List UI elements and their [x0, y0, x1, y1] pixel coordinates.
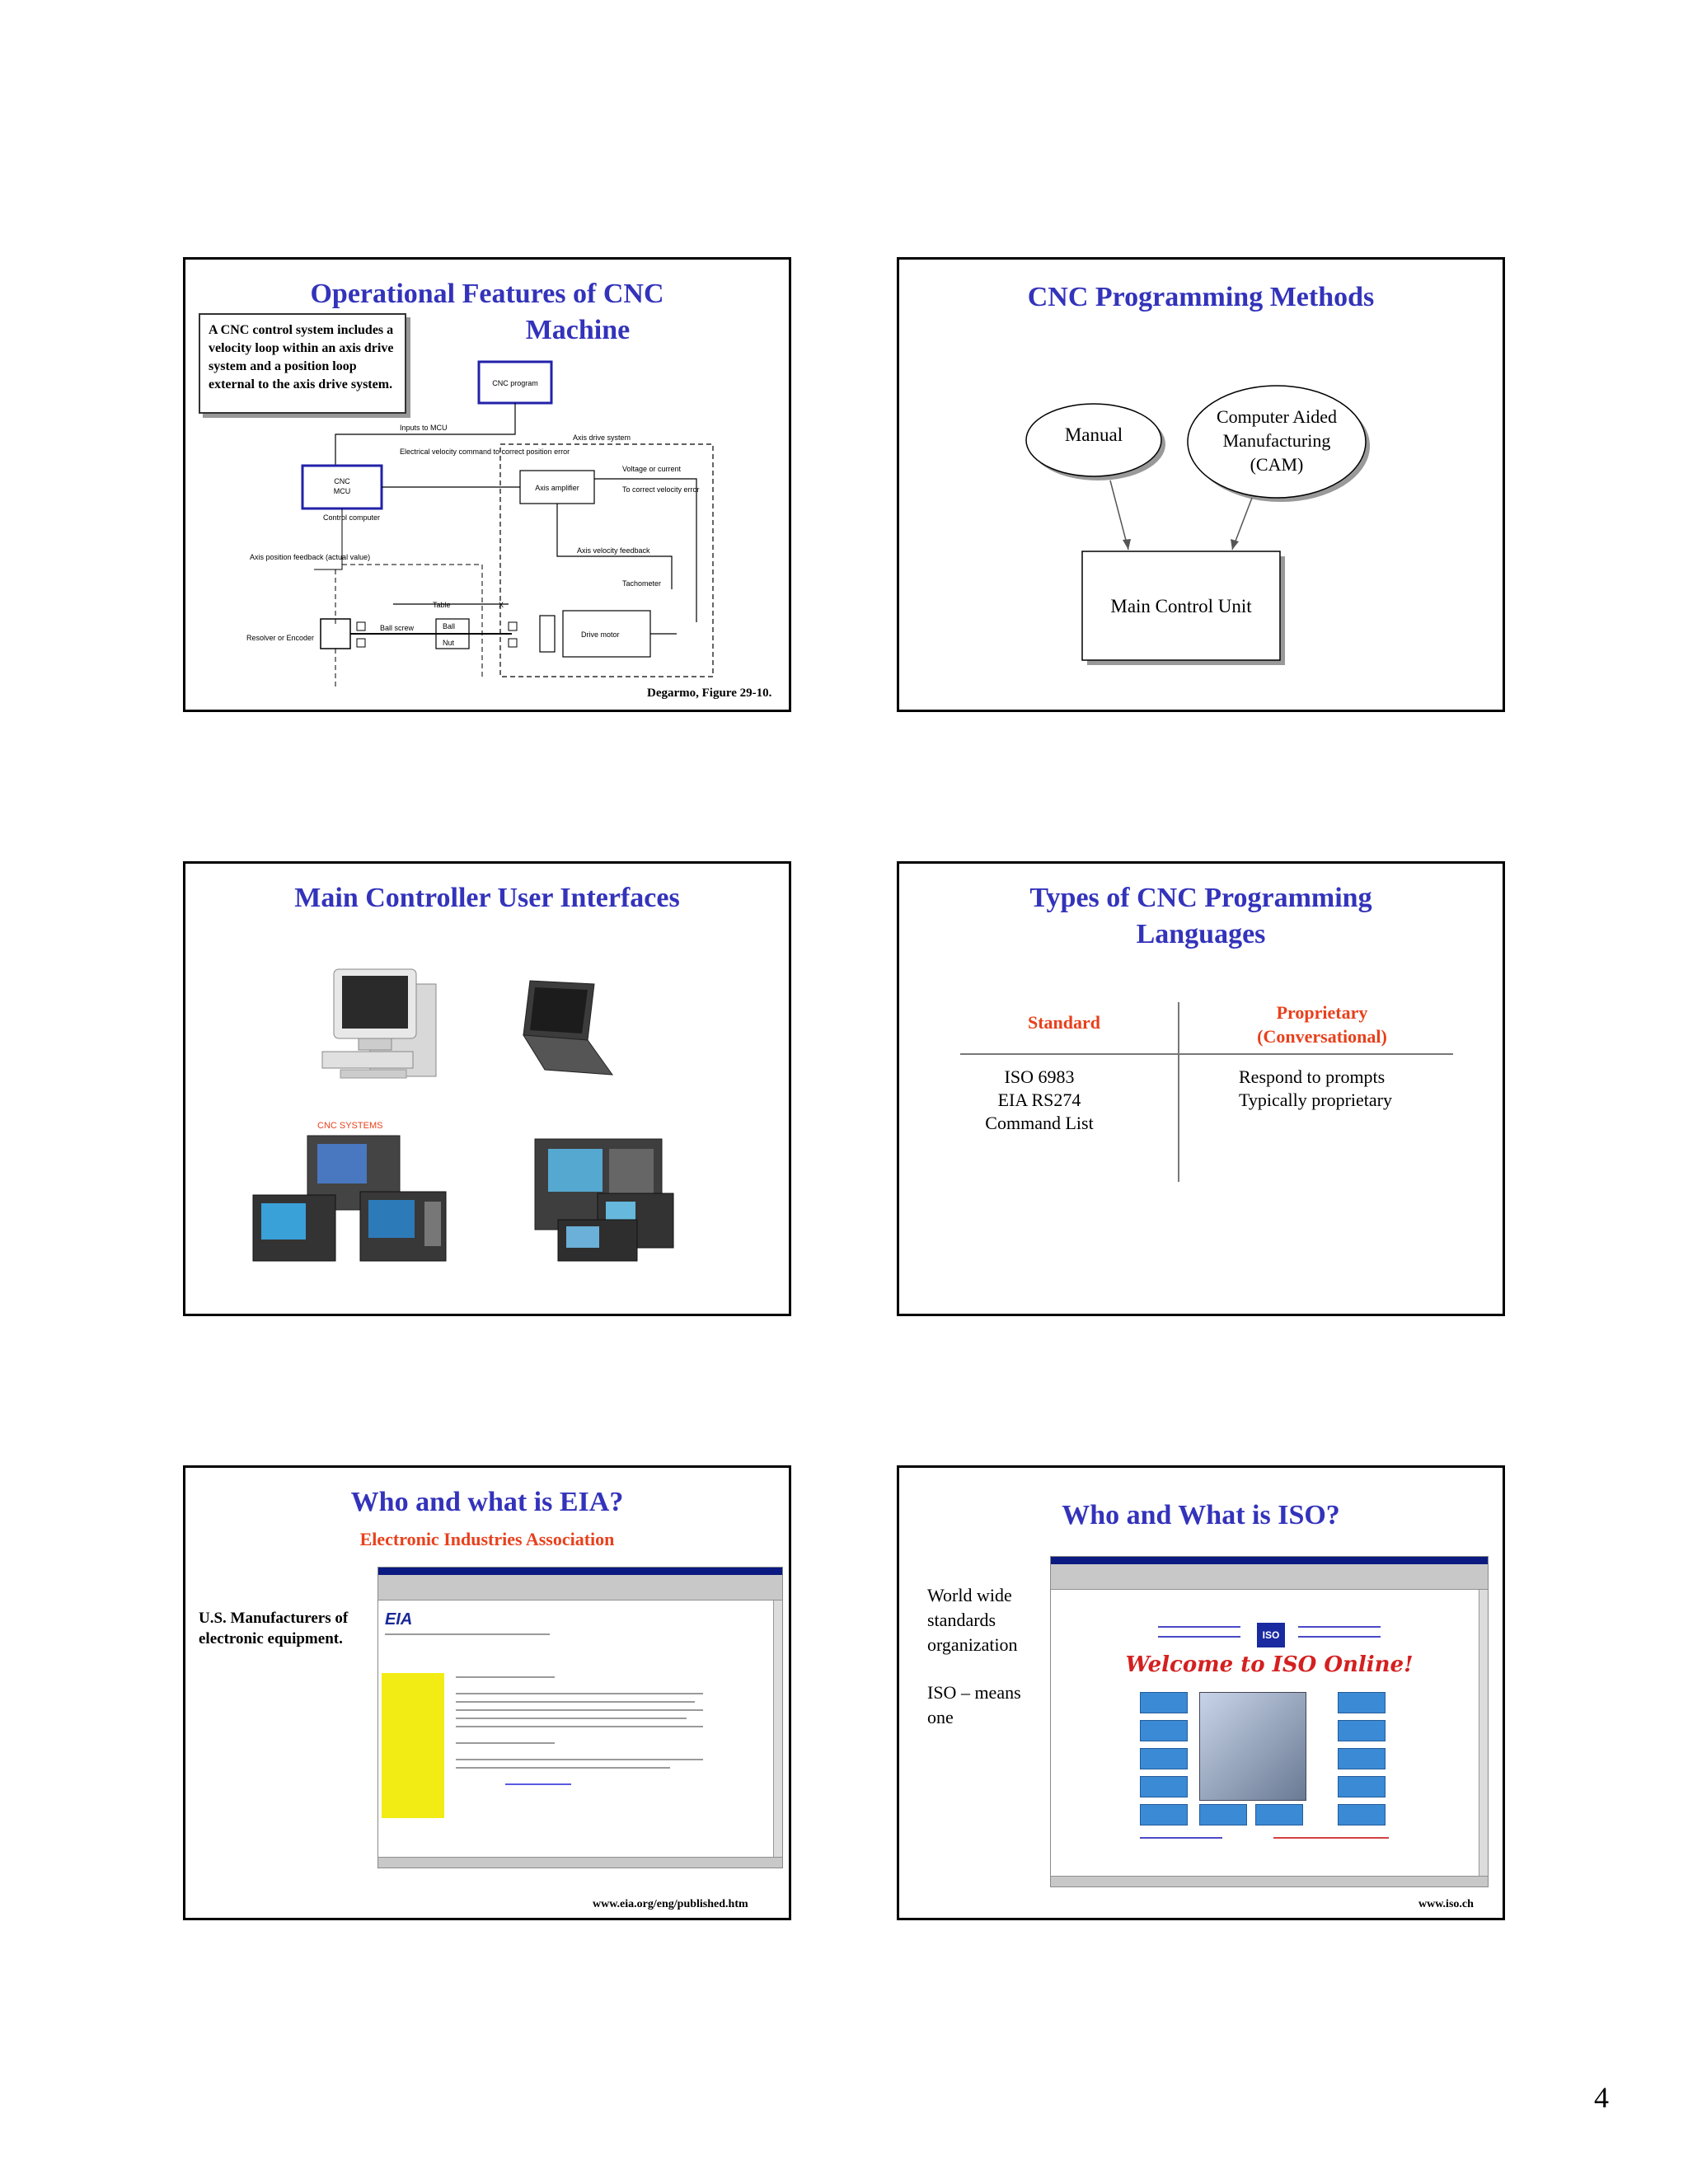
figure-credit: Degarmo, Figure 29-10. — [647, 687, 772, 700]
slide-programming-methods — [897, 257, 1505, 712]
note-text: A CNC control system includes a velocity loop within an axis drive system and a position loop external to the axis drive system. — [209, 323, 394, 391]
control-computer-label: Control computer — [323, 513, 381, 522]
axis-position-feedback-label: Axis position feedback (actual value) — [250, 553, 371, 561]
slide-title-line2: Languages — [1136, 919, 1266, 949]
axis-amplifier-label: Axis amplifier — [535, 484, 579, 492]
cnc-mcu-label-1: CNC — [334, 477, 350, 485]
axis-velocity-feedback-label: Axis velocity feedback — [577, 546, 650, 555]
cam-line2: Manufacturing — [1222, 430, 1331, 451]
nut-label: Nut — [443, 639, 455, 647]
proprietary-item: Respond to prompts — [1239, 1066, 1386, 1087]
slide-title: Main Controller User Interfaces — [294, 883, 680, 913]
eia-logo: EIA — [385, 1610, 413, 1629]
cam-line3: (CAM) — [1250, 454, 1304, 475]
iso-body-line3: organization — [927, 1634, 1018, 1655]
slide-title: Who and what is EIA? — [350, 1487, 624, 1517]
iso-body-line5: one — [927, 1707, 954, 1727]
laptop-image — [523, 981, 612, 1075]
proprietary-list — [1239, 1066, 1392, 1112]
page-number: 4 — [1594, 2081, 1609, 2114]
slide-title-line1: Operational Features of CNC — [310, 279, 664, 309]
inputs-to-mcu-label: Inputs to MCU — [400, 424, 448, 432]
iso-body-line4: ISO – means — [927, 1682, 1021, 1703]
cnc-systems-label: CNC SYSTEMS — [317, 1121, 383, 1131]
slide-user-interfaces — [183, 861, 791, 1316]
col-proprietary-header — [1179, 1001, 1465, 1048]
slide-subtitle: Electronic Industries Association — [359, 1529, 615, 1549]
slide-title-line1: Types of CNC Programming — [1029, 883, 1372, 913]
proprietary-item: Typically proprietary — [1239, 1090, 1393, 1110]
voltage-current-label: Voltage or current — [622, 465, 682, 473]
velocity-command-label: Electrical velocity command to correct position error — [400, 448, 570, 456]
iso-url: www.iso.ch — [1418, 1898, 1474, 1910]
desktop-computer-image — [322, 969, 436, 1078]
standard-item: Command List — [985, 1113, 1094, 1133]
eia-body-line1: U.S. Manufacturers of — [199, 1610, 349, 1627]
proprietary-header-line1: Proprietary — [1276, 1002, 1368, 1023]
methods-diagram — [899, 260, 1503, 710]
slide-iso — [897, 1465, 1505, 1920]
controller-photos — [185, 864, 789, 1314]
iso-description — [927, 1583, 1021, 1730]
slide-title: CNC Programming Methods — [1027, 282, 1375, 312]
ball-screw-label: Ball screw — [380, 624, 415, 632]
slide-operational-features — [183, 257, 791, 712]
slide-eia — [183, 1465, 791, 1920]
slide-title: Who and What is ISO? — [1062, 1500, 1340, 1530]
velocity-error-label: To correct velocity error — [622, 485, 700, 494]
standard-list — [965, 1066, 1114, 1135]
slide-programming-languages — [897, 861, 1505, 1316]
tachometer-label: Tachometer — [622, 579, 662, 588]
table-label: Table — [433, 601, 451, 609]
iso-feature-image — [1199, 1692, 1306, 1801]
iso-logo: ISO — [1257, 1623, 1285, 1647]
slide-title-line2: Machine — [525, 315, 631, 345]
cam-line1: Computer Aided — [1216, 406, 1338, 427]
eia-website-screenshot — [377, 1567, 783, 1868]
col-standard-header: Standard — [1027, 1012, 1101, 1033]
cnc-panels-right-image — [535, 1139, 673, 1261]
standard-item: ISO 6983 — [1004, 1066, 1075, 1087]
cnc-program-label: CNC program — [492, 379, 538, 387]
cnc-panels-left-image — [253, 1136, 446, 1261]
axis-drive-system-label: Axis drive system — [573, 434, 631, 442]
iso-body-line1: World wide — [927, 1585, 1012, 1605]
resolver-encoder-label: Resolver or Encoder — [246, 634, 315, 642]
drive-motor-label: Drive motor — [581, 630, 620, 639]
cnc-block-diagram — [185, 260, 789, 710]
cnc-mcu-label-2: MCU — [333, 487, 351, 495]
cam-label — [1188, 405, 1366, 476]
eia-body-line2: electronic equipment. — [199, 1630, 343, 1647]
proprietary-header-line2: (Conversational) — [1257, 1026, 1387, 1047]
eia-url: www.eia.org/eng/published.htm — [593, 1898, 748, 1910]
eia-description — [199, 1608, 348, 1649]
mcu-label: Main Control Unit — [1110, 596, 1252, 616]
iso-body-line2: standards — [927, 1610, 996, 1630]
iso-welcome: Welcome to ISO Online! — [1125, 1652, 1414, 1677]
eia-yellow-nav — [382, 1673, 444, 1818]
ball-label: Ball — [443, 622, 456, 630]
manual-label: Manual — [1064, 424, 1123, 445]
iso-website-screenshot — [1050, 1556, 1489, 1887]
standard-item: EIA RS274 — [997, 1090, 1081, 1110]
table-horizontal-divider — [960, 1053, 1453, 1055]
x-axis-label: X — [499, 601, 504, 609]
